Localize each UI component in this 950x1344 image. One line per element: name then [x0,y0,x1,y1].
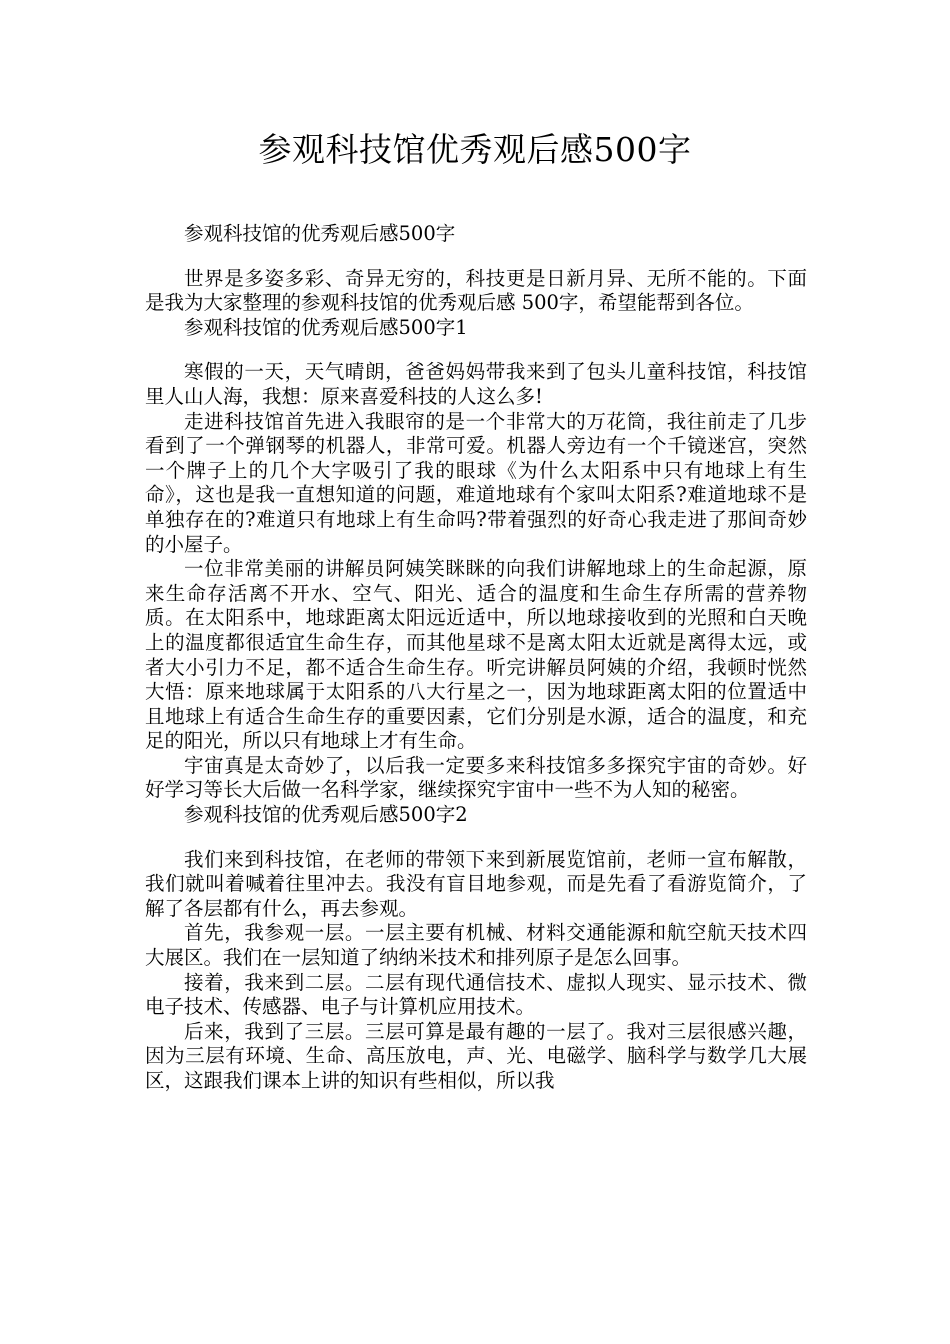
section-heading: 参观科技馆的优秀观后感500字 [184,222,456,245]
body-paragraph: 我们来到科技馆，在老师的带领下来到新展览馆前，老师一宣布解散，我们就叫着喊着往里冲去。我没有盲目地参观，而是先看了看游览简介，了解了各层都有什么，再去参观。 [145,847,807,920]
section-heading: 参观科技馆的优秀观后感500字1 [184,315,468,339]
body-paragraph: 首先，我参观一层。一层主要有机械、材料交通能源和航空航天技术四大展区。我们在一层知道了纳纳米技术和排列原子是怎么回事。 [145,921,807,970]
document-title: 参观科技馆优秀观后感500字 [258,130,692,169]
section-heading: 参观科技馆的优秀观后感500字2 [184,803,468,827]
body-paragraph: 接着，我来到二层。二层有现代通信技术、虚拟人现实、显示技术、微电子技术、传感器、电子与计算机应用技术。 [145,970,807,1019]
document-body [145,222,807,1094]
intro-paragraph: 世界是多姿多彩、奇异无穷的，科技更是日新月异、无所不能的。下面是我为大家整理的参观科技馆的优秀观后感 500字，希望能帮到各位。 [145,266,807,315]
body-paragraph: 走进科技馆首先进入我眼帘的是一个非常大的万花筒，我往前走了几步看到了一个弹钢琴的机器人，非常可爱。机器人旁边有一个千镜迷宫，突然一个牌子上的几个大字吸引了我的眼球《为什么太阳系中只有地球上有生命》，这也是我一直想知道的问题，难道地球有个家叫太阳系?难道地球不是单独存在的?难道只有地球上有生命吗?带着强烈的好奇心我走进了那间奇妙的小屋子。 [145,409,807,556]
body-paragraph: 宇宙真是太奇妙了，以后我一定要多来科技馆多多探究宇宙的奇妙。好好学习等长大后做一名科学家，继续探究宇宙中一些不为人知的秘密。 [145,753,807,802]
body-paragraph: 后来，我到了三层。三层可算是最有趣的一层了。我对三层很感兴趣，因为三层有环境、生命、高压放电，声、光、电磁学、脑科学与数学几大展区，这跟我们课本上讲的知识有些相似，所以我 [145,1019,807,1092]
body-paragraph: 一位非常美丽的讲解员阿姨笑眯眯的向我们讲解地球上的生命起源，原来生命存活离不开水、空气、阳光、适合的温度和生命生存所需的营养物质。在太阳系中，地球距离太阳远近适中，所以地球接收到的光照和白天晚上的温度都很适宜生命生存，而其他星球不是离太阳太近就是离得太远，或者大小引力不足，都不适合生命生存。听完讲解员阿姨的介绍，我顿时恍然大悟：原来地球属于太阳系的八大行星之一，因为地球距离太阳的位置适中且地球上有适合生命生存的重要因素，它们分别是水源，适合的温度，和充足的阳光，所以只有地球上才有生命。 [145,557,807,753]
body-paragraph: 寒假的一天，天气晴朗，爸爸妈妈带我来到了包头儿童科技馆，科技馆里人山人海，我想：原来喜爱科技的人这么多! [145,360,807,408]
